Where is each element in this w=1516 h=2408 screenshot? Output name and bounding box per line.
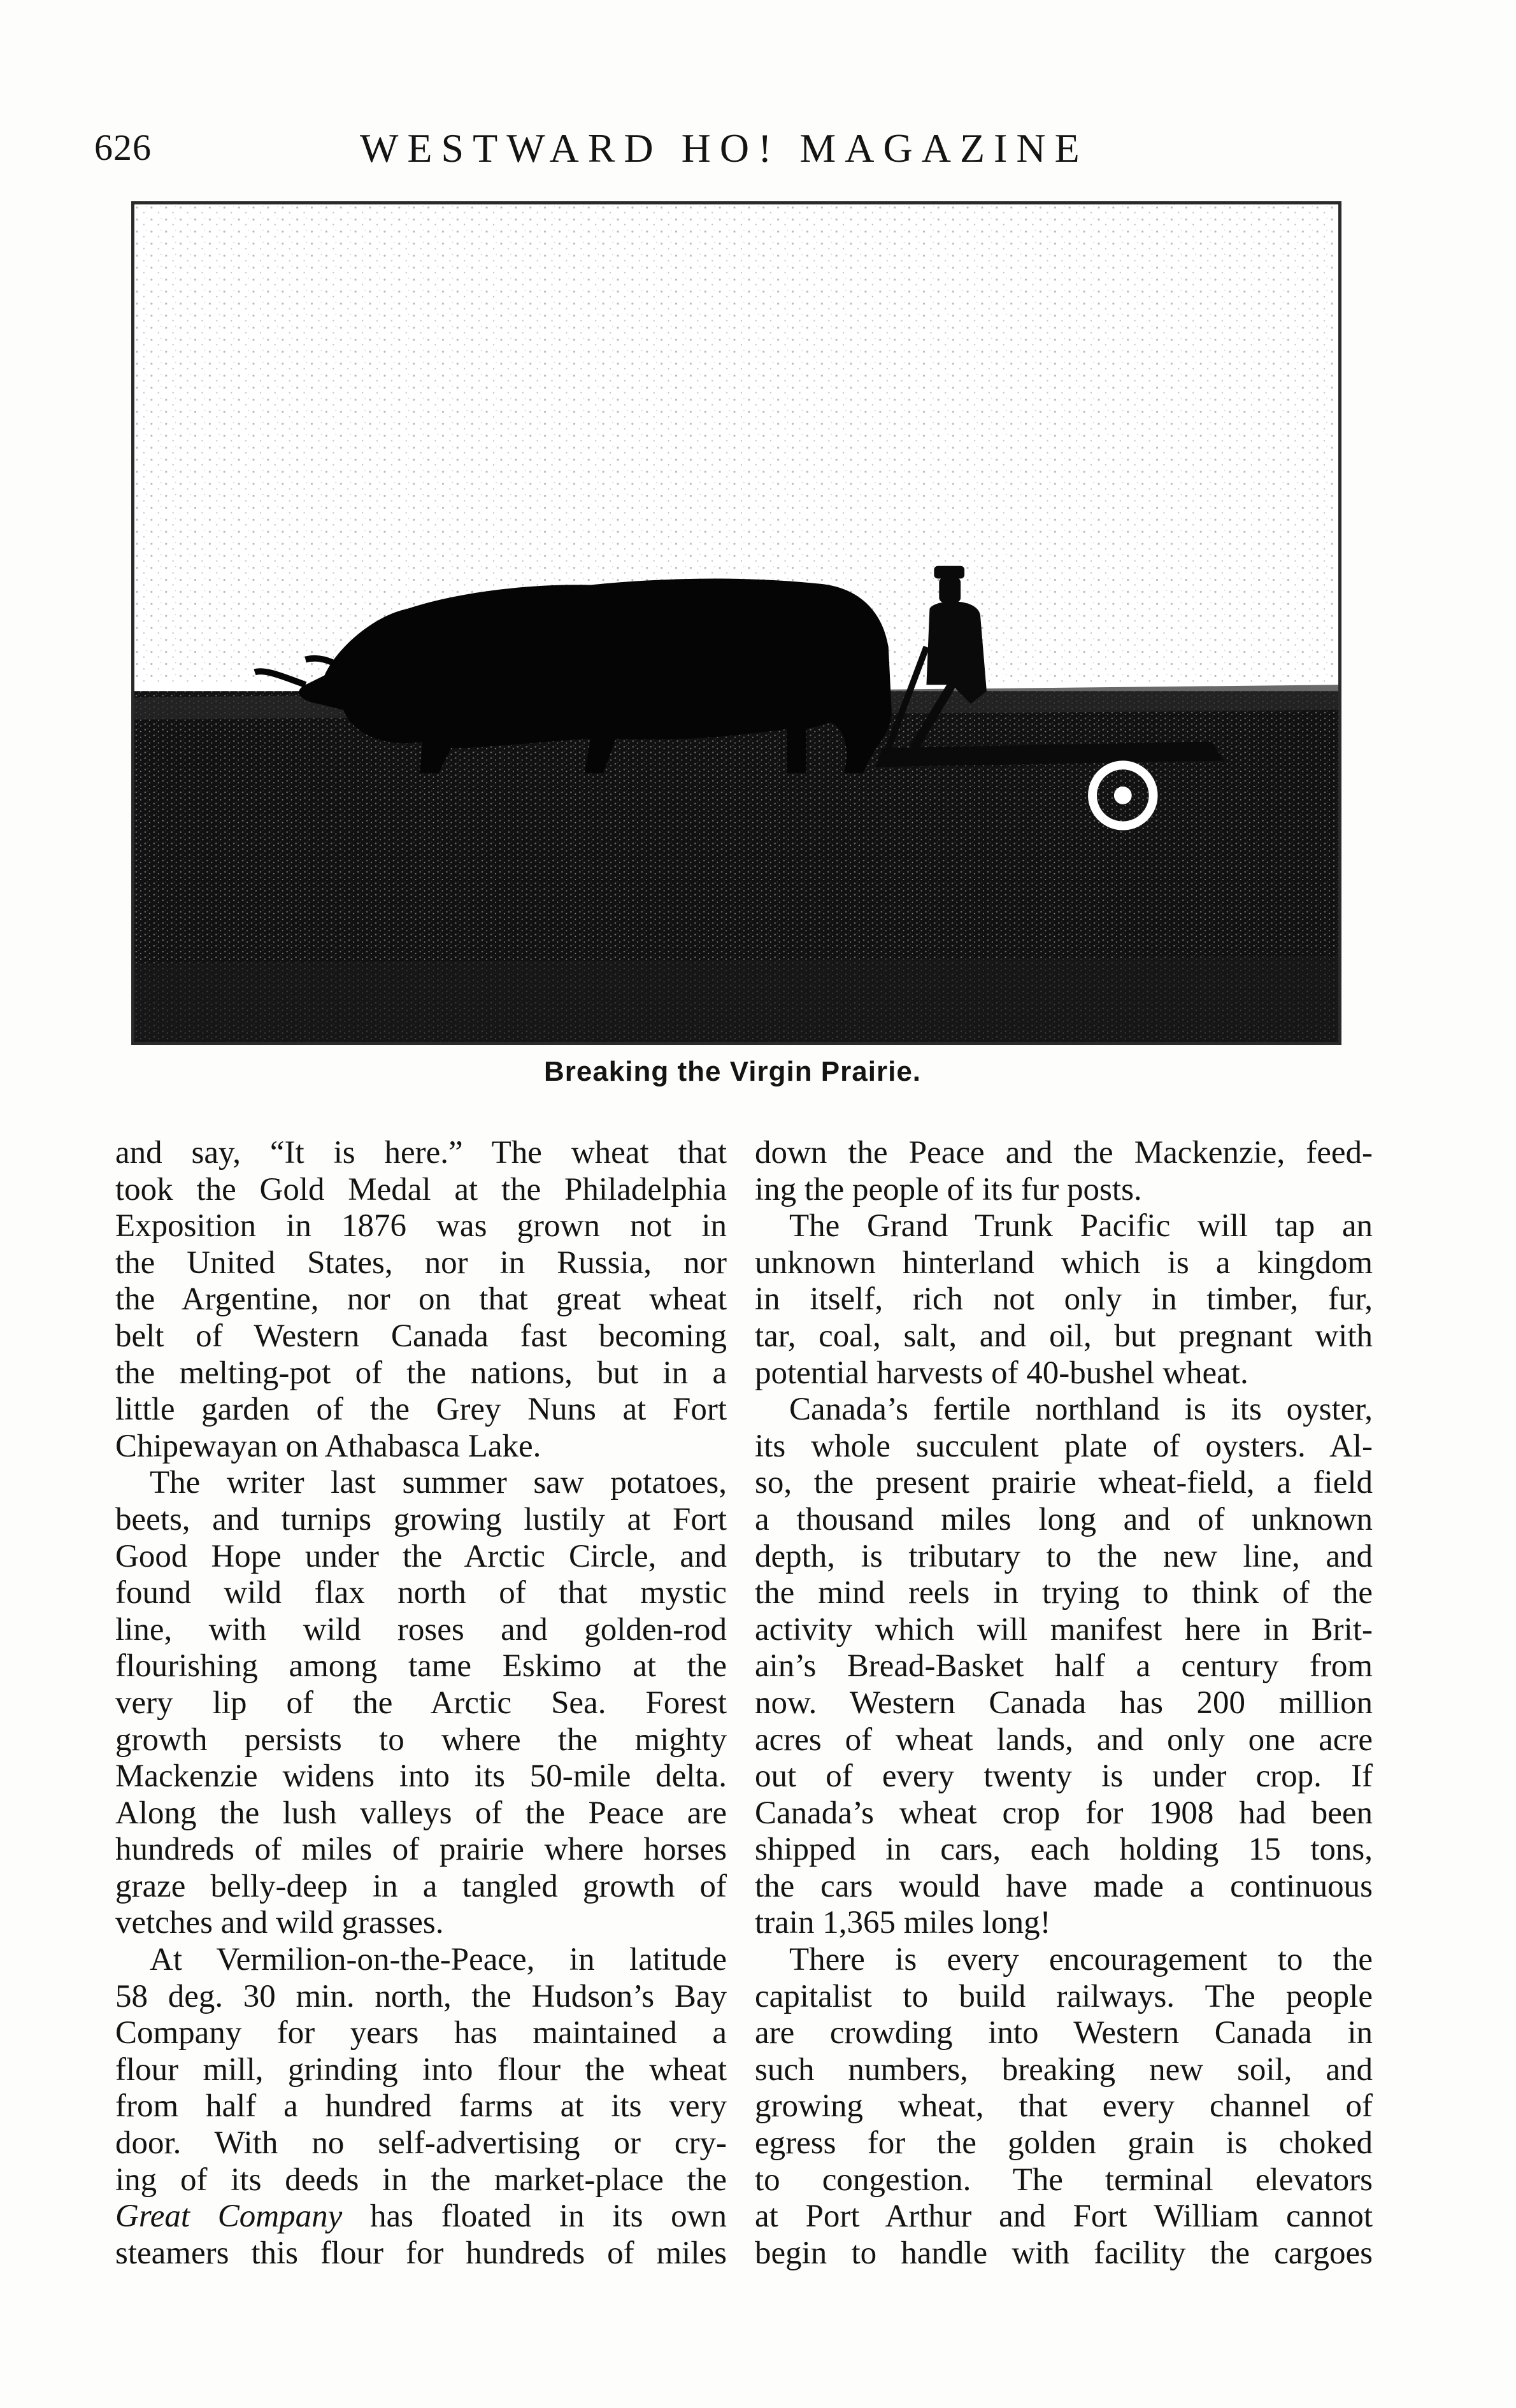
text-line: unknown hinterland which is a kingdom (755, 1244, 1373, 1281)
text-line: Canada’s wheat crop for 1908 had been (755, 1795, 1373, 1831)
text-line: beets, and turnips growing lustily at Fort (115, 1501, 727, 1537)
text-line: flour mill, grinding into flour the wheat (115, 2051, 727, 2088)
text-line: train 1,365 miles long! (755, 1905, 1051, 1941)
italic-phrase: Great Company (115, 2198, 343, 2235)
left-text-column (115, 1135, 727, 2272)
text-line: ain’s Bread-Basket half a century from (755, 1648, 1373, 1685)
text-line: steamers this flour for hundreds of miles (115, 2235, 727, 2271)
plowing-photo-illustration (134, 204, 1338, 1042)
text-line: a thousand miles long and of unknown (755, 1501, 1373, 1537)
text-line: the United States, nor in Russia, nor (115, 1244, 727, 1281)
text-line: begin to handle with facility the cargoes (755, 2235, 1373, 2271)
text-line: the Argentine, nor on that great wheat (115, 1281, 727, 1318)
text-line: 58 deg. 30 min. north, the Hudson’s Bay (115, 1978, 727, 2014)
text-line: found wild flax north of that mystic (115, 1575, 727, 1611)
text-line: The writer last summer saw potatoes, (150, 1465, 727, 1501)
text-line: so, the present prairie wheat-field, a field (755, 1465, 1373, 1501)
text-line: There is every encouragement to the (789, 1942, 1373, 1978)
text-line: now. Western Canada has 200 million (755, 1685, 1373, 1721)
text-line: the melting-pot of the nations, but in a (115, 1355, 727, 1391)
text-line: at Port Arthur and Fort William cannot (755, 2198, 1373, 2235)
figure-caption: Breaking the Virgin Prairie. (543, 1056, 922, 1087)
text-line: vetches and wild grasses. (115, 1905, 444, 1941)
page-number: 626 (94, 127, 152, 168)
text-line: ing of its deeds in the market-place the (115, 2162, 727, 2198)
text-line: Exposition in 1876 was grown not in (115, 1208, 727, 1244)
text-line: little garden of the Grey Nuns at Fort (115, 1392, 727, 1428)
text-line: flourishing among tame Eskimo at the (115, 1648, 727, 1685)
text-line: took the Gold Medal at the Philadelphia (115, 1171, 727, 1208)
text-line: Good Hope under the Arctic Circle, and (115, 1538, 727, 1574)
text-line: graze belly-deep in a tangled growth of (115, 1868, 727, 1904)
text-line: The Grand Trunk Pacific will tap an (789, 1208, 1373, 1244)
text-line: very lip of the Arctic Sea. Forest (115, 1685, 727, 1721)
text-line: egress for the golden grain is choked (755, 2125, 1373, 2162)
text-line: acres of wheat lands, and only one acre (755, 1721, 1373, 1758)
text-line: potential harvests of 40-bushel wheat. (755, 1355, 1248, 1391)
text-line: capitalist to build railways. The people (755, 1978, 1373, 2014)
right-text-column (755, 1135, 1373, 2272)
text-line: shipped in cars, each holding 15 tons, (755, 1832, 1373, 1868)
text-line: out of every twenty is under crop. If (755, 1758, 1373, 1795)
text-line: Canada’s fertile northland is its oyster, (789, 1392, 1373, 1428)
text-line: Along the lush valleys of the Peace are (115, 1795, 727, 1831)
photograph-plate (131, 201, 1341, 1045)
text-line-remainder: has floated in its own (342, 2198, 727, 2235)
text-line: ing the people of its fur posts. (755, 1171, 1142, 1208)
text-line: door. With no self-advertising or cry- (115, 2125, 727, 2162)
text-line: activity which will manifest here in Brit- (755, 1611, 1373, 1648)
text-line: its whole succulent plate of oysters. Al- (755, 1428, 1373, 1464)
text-line: belt of Western Canada fast becoming (115, 1318, 727, 1354)
text-line: are crowding into Western Canada in (755, 2015, 1373, 2051)
text-line: to congestion. The terminal elevators (755, 2162, 1373, 2198)
text-line: from half a hundred farms at its very (115, 2088, 727, 2125)
text-line: growing wheat, that every channel of (755, 2088, 1373, 2125)
text-line: hundreds of miles of prairie where horses (115, 1832, 727, 1868)
text-line: the mind reels in trying to think of the (755, 1575, 1373, 1611)
running-head: WESTWARD HO! MAGAZINE (360, 125, 1089, 171)
text-line: down the Peace and the Mackenzie, feed- (755, 1135, 1373, 1171)
text-line: line, with wild roses and golden-rod (115, 1611, 727, 1648)
text-line: Mackenzie widens into its 50-mile delta. (115, 1758, 727, 1795)
text-line: the cars would have made a continuous (755, 1868, 1373, 1904)
text-line: Chipewayan on Athabasca Lake. (115, 1428, 541, 1464)
text-line: tar, coal, salt, and oil, but pregnant with (755, 1318, 1373, 1354)
text-line: At Vermilion-on-the-Peace, in latitude (150, 1942, 727, 1978)
text-line: depth, is tributary to the new line, and (755, 1538, 1373, 1574)
text-line: in itself, rich not only in timber, fur, (755, 1281, 1373, 1318)
text-line (115, 2198, 727, 2235)
text-line: Company for years has maintained a (115, 2015, 727, 2051)
text-line: and say, “It is here.” The wheat that (115, 1135, 727, 1171)
text-line: such numbers, breaking new soil, and (755, 2051, 1373, 2088)
text-line: growth persists to where the mighty (115, 1721, 727, 1758)
